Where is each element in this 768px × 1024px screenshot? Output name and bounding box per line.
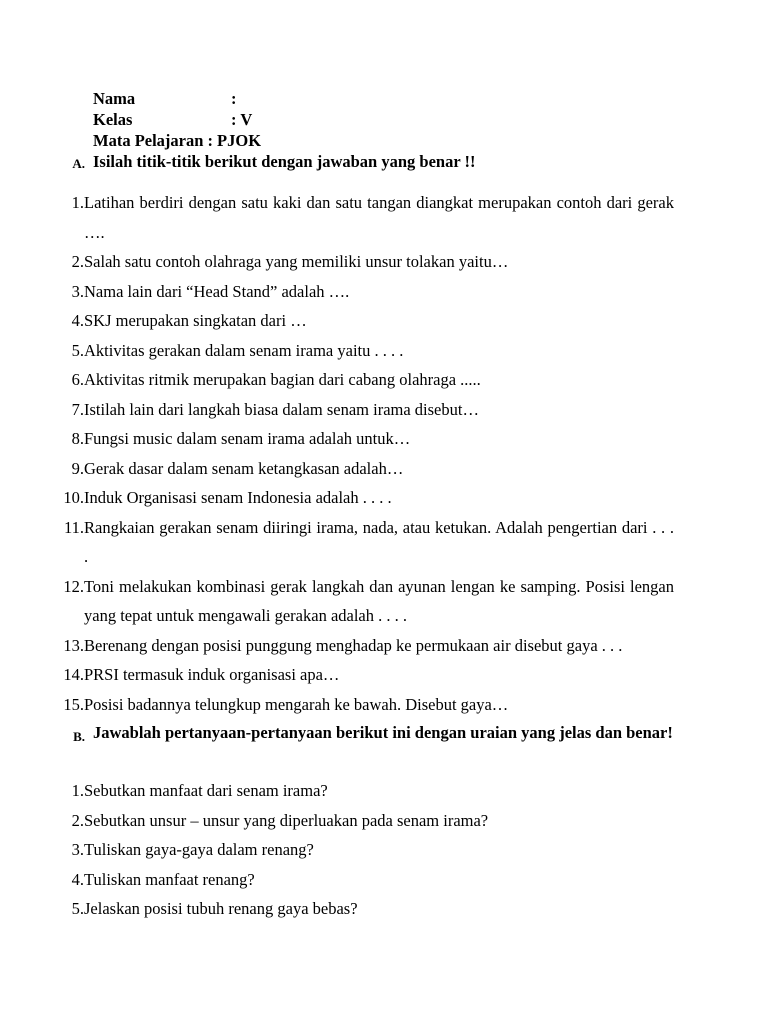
list-item	[56, 660, 674, 690]
section-a-question-list	[56, 188, 674, 719]
list-item	[56, 865, 674, 895]
question-text: Gerak dasar dalam senam ketangkasan adalah…	[84, 458, 404, 478]
question-text: PRSI termasuk induk organisasi apa…	[84, 665, 340, 684]
question-text: Posisi badannya telungkup mengarah ke bawah. Disebut gaya…	[84, 694, 509, 714]
question-text: Salah satu contoh olahraga yang memiliki unsur tolakan yaitu…	[84, 252, 509, 271]
question-number: 1.	[71, 781, 84, 800]
section-b-letter: B.	[73, 729, 85, 744]
question-text: Nama lain dari “Head Stand” adalah ….	[84, 281, 350, 301]
question-text: Berenang dengan posisi punggung menghadap ke permukaan air disebut gaya . . .	[84, 635, 623, 655]
name-row	[93, 88, 261, 109]
list-item	[56, 247, 674, 277]
question-number: 1.	[71, 193, 84, 212]
question-text: Fungsi music dalam senam irama adalah untuk…	[84, 429, 411, 448]
list-item	[56, 631, 674, 661]
question-number: 14.	[63, 665, 84, 684]
question-number: 6.	[71, 370, 84, 389]
question-text: Tuliskan manfaat renang?	[84, 869, 255, 889]
question-text: Istilah lain dari langkah biasa dalam senam irama disebut…	[84, 399, 479, 419]
section-a-letter: A.	[72, 156, 85, 171]
question-number: 2.	[71, 810, 84, 830]
list-item	[56, 894, 674, 924]
question-text: Aktivitas gerakan dalam senam irama yaitu . . . .	[84, 340, 404, 360]
question-number: 7.	[71, 399, 84, 419]
list-item	[56, 835, 674, 865]
section-b-instruction: Jawablah pertanyaan-pertanyaan berikut ini dengan uraian yang jelas dan benar!	[93, 723, 673, 742]
question-number: 8.	[71, 429, 84, 448]
list-item	[56, 806, 674, 836]
question-number: 5.	[71, 340, 84, 360]
question-text: Rangkaian gerakan senam diiringi irama, nada, atau ketukan. Adalah pengertian dari . . . .	[84, 517, 674, 566]
subject-value: : PJOK	[207, 131, 262, 150]
list-item	[56, 277, 674, 307]
question-text: Aktivitas ritmik merupakan bagian dari cabang olahraga .....	[84, 370, 481, 389]
list-item	[56, 483, 674, 513]
list-item	[56, 188, 674, 247]
question-number: 3.	[71, 281, 84, 301]
list-item	[56, 306, 674, 336]
question-text: Sebutkan unsur – unsur yang diperluakan pada senam irama?	[84, 810, 489, 830]
question-text: Latihan berdiri dengan satu kaki dan satu tangan diangkat merupakan contoh dari gerak ….	[84, 193, 674, 242]
question-number: 10.	[63, 488, 84, 507]
section-b-question-list	[56, 776, 674, 924]
question-text: Jelaskan posisi tubuh renang gaya bebas?	[84, 899, 358, 918]
question-text: Induk Organisasi senam Indonesia adalah . . . .	[84, 488, 392, 507]
question-number: 5.	[71, 899, 84, 918]
question-text: Sebutkan manfaat dari senam irama?	[84, 781, 328, 800]
question-text: SKJ merupakan singkatan dari …	[84, 311, 307, 330]
class-value: : V	[231, 110, 253, 129]
student-info-header	[93, 88, 261, 151]
subject-row	[93, 130, 261, 151]
question-number: 12.	[63, 576, 84, 596]
list-item	[56, 424, 674, 454]
question-number: 9.	[71, 458, 84, 478]
question-text: Toni melakukan kombinasi gerak langkah dan ayunan lengan ke samping. Posisi lengan yang tepat untuk mengawali gerakan adalah . . . .	[84, 576, 674, 625]
name-value: :	[231, 89, 237, 108]
section-a-instruction: Isilah titik-titik berikut dengan jawaban yang benar !!	[93, 152, 476, 171]
question-number: 4.	[71, 869, 84, 889]
question-text: Tuliskan gaya-gaya dalam renang?	[84, 840, 314, 859]
question-number: 3.	[71, 840, 84, 859]
question-number: 2.	[71, 252, 84, 271]
class-label: Kelas	[93, 110, 133, 129]
subject-label: Mata Pelajaran	[93, 131, 204, 150]
question-number: 11.	[63, 517, 84, 537]
list-item	[56, 365, 674, 395]
question-number: 15.	[63, 694, 84, 714]
list-item	[56, 776, 674, 806]
list-item	[56, 395, 674, 425]
class-row	[93, 109, 261, 130]
list-item	[56, 454, 674, 484]
question-number: 13.	[63, 635, 84, 655]
list-item	[56, 690, 674, 720]
list-item	[56, 572, 674, 631]
list-item	[56, 336, 674, 366]
section-a-heading	[56, 152, 674, 174]
section-b-heading	[56, 718, 674, 752]
question-number: 4.	[71, 311, 84, 330]
list-item	[56, 513, 674, 572]
name-label: Nama	[93, 89, 136, 108]
